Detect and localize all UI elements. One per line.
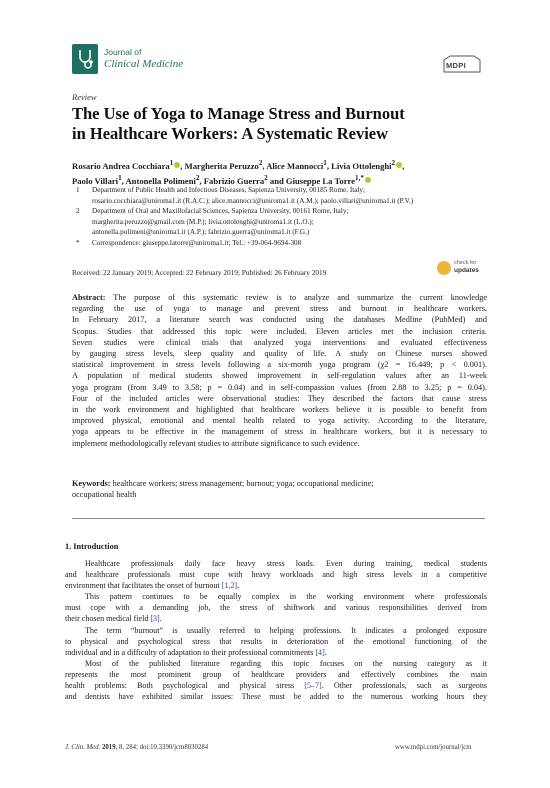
affiliation-line: Department of Oral and Maxillofacial Sciences, Sapienza University, 00161 Rome, Italy; <box>92 207 349 215</box>
author-affiliation-number: 1 <box>323 159 327 167</box>
body-line-text: must cope with a demanding job, the stress of shiftwork and various responsibilities derived from <box>65 603 487 613</box>
abstract-line: implement methodologically relevant studies to attribute significance to such evidence. <box>72 438 360 448</box>
publication-dates: Received: 22 January 2019; Accepted: 22 February 2019; Published: 26 February 2019 <box>72 268 327 277</box>
body-line-text: to physical and psychological stress that results in deterioration of the emotional functioning of the <box>65 636 487 646</box>
affiliation-item <box>72 206 492 238</box>
abstract-line: yoga appears to be effective in the management of stress in healthcare workers, but it is necessary to <box>72 427 487 437</box>
abstract-line: in the work environment and highlighted that healthcare workers believe it is possible to benefit from <box>72 405 487 415</box>
body-line <box>65 602 487 613</box>
affiliation-number: 2 <box>76 207 80 215</box>
keywords-label: Keywords: <box>72 479 111 488</box>
affiliation-line[interactable]: rosario.cocchiara@uniroma1.it (R.A.C.); alice.mannocci@uniroma1.it (A.M.); paolo.villari@uniroma1.it (P.V.) <box>92 196 414 205</box>
journal-name-line1: Journal of <box>104 47 142 57</box>
abstract-line: improved physical, emotional and mental health related to yoga activity. According to the literature, <box>72 416 487 426</box>
body-line-text: individual and in a difficulty of adaptation to their professional commitments <box>65 647 316 657</box>
author-affiliation-number: 1,* <box>354 173 364 182</box>
body-line <box>65 658 487 669</box>
article-title-line: in Healthcare Workers: A Systematic Review <box>72 124 389 143</box>
correspondence-item <box>72 238 492 249</box>
body-line-text: Healthcare professionals daily face heavy stress loads. Even during training, medical students <box>85 559 487 568</box>
body-line-text: health problems: Both psychological and physical stress <box>65 681 305 691</box>
journal-name-line2: Clinical Medicine <box>104 58 184 70</box>
body-line-text: environment that facilitates the onset of burnout <box>65 581 222 591</box>
keywords <box>72 478 487 500</box>
body-line <box>65 580 487 591</box>
orcid-icon[interactable] <box>396 162 402 168</box>
body-line <box>65 625 487 636</box>
check-for-updates-icon <box>437 261 451 275</box>
abstract-line: yoga program (from 3.49 to 3.58; p = 0.04) and in self-compassion values (from 2.88 to 3.25; p = 0.04). <box>72 382 487 392</box>
author-name: Paolo Villari <box>72 175 119 186</box>
publisher-name: MDPI <box>446 61 466 70</box>
author-name: Rosario Andrea Cocchiara <box>72 160 170 171</box>
body-line-text: . <box>237 581 240 591</box>
body-line <box>65 691 487 702</box>
body-line-text: represents the most prominent group of healthcare providers and effectively combines the main <box>65 669 487 679</box>
author-list <box>72 157 492 187</box>
body-line <box>65 647 487 658</box>
abstract-line: statistical improvement in stress levels following a six-month yoga program (χ2 = 16.449; p < 0.001). <box>72 360 487 370</box>
orcid-icon[interactable] <box>365 177 371 183</box>
section-divider <box>72 518 485 519</box>
abstract <box>72 292 487 449</box>
affiliation-number: * <box>76 238 80 247</box>
body-line-text: The term “burnout” is usually referred to helping professions. It indicates a prolonged exposure <box>85 625 487 635</box>
affiliation-line: Department of Public Health and Infectious Diseases, Sapienza University, 00185 Rome, Italy; <box>92 186 365 194</box>
citation-link[interactable]: [5–7] <box>304 681 322 691</box>
body-line-text: Most of the published literature regarding this topic focuses on the nursing category as it <box>85 658 487 668</box>
abstract-line: Scopus. Studies that addressed this topic were included. Eleven articles met the inclusion criteria. <box>72 326 487 336</box>
body-line <box>65 591 487 602</box>
body-line-text: . Other professionals, such as surgeons <box>321 681 487 691</box>
author-line-1: Rosario Andrea Cocchiara$^1$ , Margherita Peruzzo$^2$, Alice Mannocci$^1$, Livia Ottolenghi$^2$ , <box>72 159 405 171</box>
citation-link[interactable]: [4] <box>315 647 325 657</box>
affiliation-item <box>72 185 492 206</box>
abstract-line: Four of the included articles were observational studies: They described the factors that cause stress <box>72 393 487 403</box>
body-line-text: . <box>159 614 162 624</box>
body-line-text: and healthcare professionals must cope with heavy workloads and high stress levels in a competitive <box>65 570 487 580</box>
body-line <box>65 558 487 569</box>
affiliation-number: 1 <box>76 186 80 194</box>
body-line <box>65 569 487 580</box>
author-affiliation-number: 2 <box>391 159 396 167</box>
article-type: Review <box>72 92 97 102</box>
abstract-line: by gauging stress levels, sleep quality and quality of life. A study on Chinese nurses showed <box>72 349 487 359</box>
abstract-line: regarding the use of yoga to manage and prevent stress and burnout in healthcare workers. <box>72 304 487 314</box>
body-line-text: their chosen medical field <box>65 614 151 624</box>
section-heading: 1. Introduction <box>65 542 119 551</box>
abstract-line: Seven studies were clinical trials that analyzed yoga interventions and evaluated effectiveness <box>72 337 487 347</box>
check-for-updates-button[interactable] <box>437 259 485 279</box>
affiliation-line[interactable]: antonella.polimeni@uniroma1.it (A.P.); fabrizio.guerra@uniroma1.it (F.G.) <box>92 228 310 236</box>
author-affiliation-number: 2 <box>264 173 268 182</box>
body-line <box>65 680 487 691</box>
journal-logo-icon <box>72 44 98 74</box>
author-name: , Alice Mannocci <box>262 160 324 171</box>
journal-url-link[interactable]: www.mdpi.com/journal/jcm <box>395 744 472 751</box>
article-title-line: The Use of Yoga to Manage Stress and Burnout <box>72 104 405 123</box>
author-affiliation-number: 2 <box>195 173 200 182</box>
author-affiliation-number: 1 <box>118 173 122 182</box>
introduction-body <box>65 558 487 702</box>
abstract-line: In February 2017, a literature search was conducted using the databases Medline (PubMed) and <box>72 315 487 325</box>
body-line-text: This pattern continues to be equally complex in the working environment where professionals <box>85 592 487 602</box>
affiliation-line[interactable]: margherita.peruzzo@gmail.com (M.P.); livia.ottolenghi@uniroma1.it (L.O.); <box>92 217 314 226</box>
abstract-label: Abstract: <box>72 293 106 302</box>
citation-footer: J. Clin. Med. 2019, 8, 284; doi:10.3390/jcm8030284 <box>65 744 209 751</box>
keywords-line: Keywords: healthcare workers; stress management; burnout; yoga; occupational medicine; <box>72 479 374 488</box>
correspondence-line[interactable]: Correspondence: giuseppe.latorre@uniroma1.it; Tel.: +39-064-9694-308 <box>92 238 302 247</box>
check-for-updates-label: check for updates <box>454 260 479 274</box>
body-line <box>65 613 487 624</box>
abstract-line: Abstract: The purpose of this systematic review is to analyze and summarize the current knowledge <box>72 293 487 302</box>
journal-name <box>104 46 183 70</box>
author-affiliation-number: 2 <box>258 159 263 167</box>
citation-link[interactable]: [1,2] <box>221 581 238 591</box>
body-line-text: and dentists have exhibited similar issues: These must be added to the numerous working hours they <box>65 692 487 702</box>
abstract-line: A population of medical students showed improvement in self-regulation values after an 11-week <box>72 371 487 381</box>
author-name: , Margherita Peruzzo <box>180 160 259 171</box>
keywords-line: occupational health <box>72 490 137 500</box>
body-line-text: . <box>324 647 327 657</box>
affiliations <box>72 185 492 248</box>
author-name: and Giuseppe La Torre <box>267 175 355 186</box>
citation-link[interactable]: [3] <box>150 614 160 624</box>
author-name: , Fabrizio Guerra <box>199 175 265 186</box>
body-line <box>65 636 487 647</box>
author-affiliation-number: 1 <box>169 159 174 167</box>
author-name: , Livia Ottolenghi <box>326 160 392 171</box>
author-name: , Antonella Polimeni <box>121 175 196 186</box>
article-title <box>72 104 492 144</box>
body-line <box>65 669 487 680</box>
